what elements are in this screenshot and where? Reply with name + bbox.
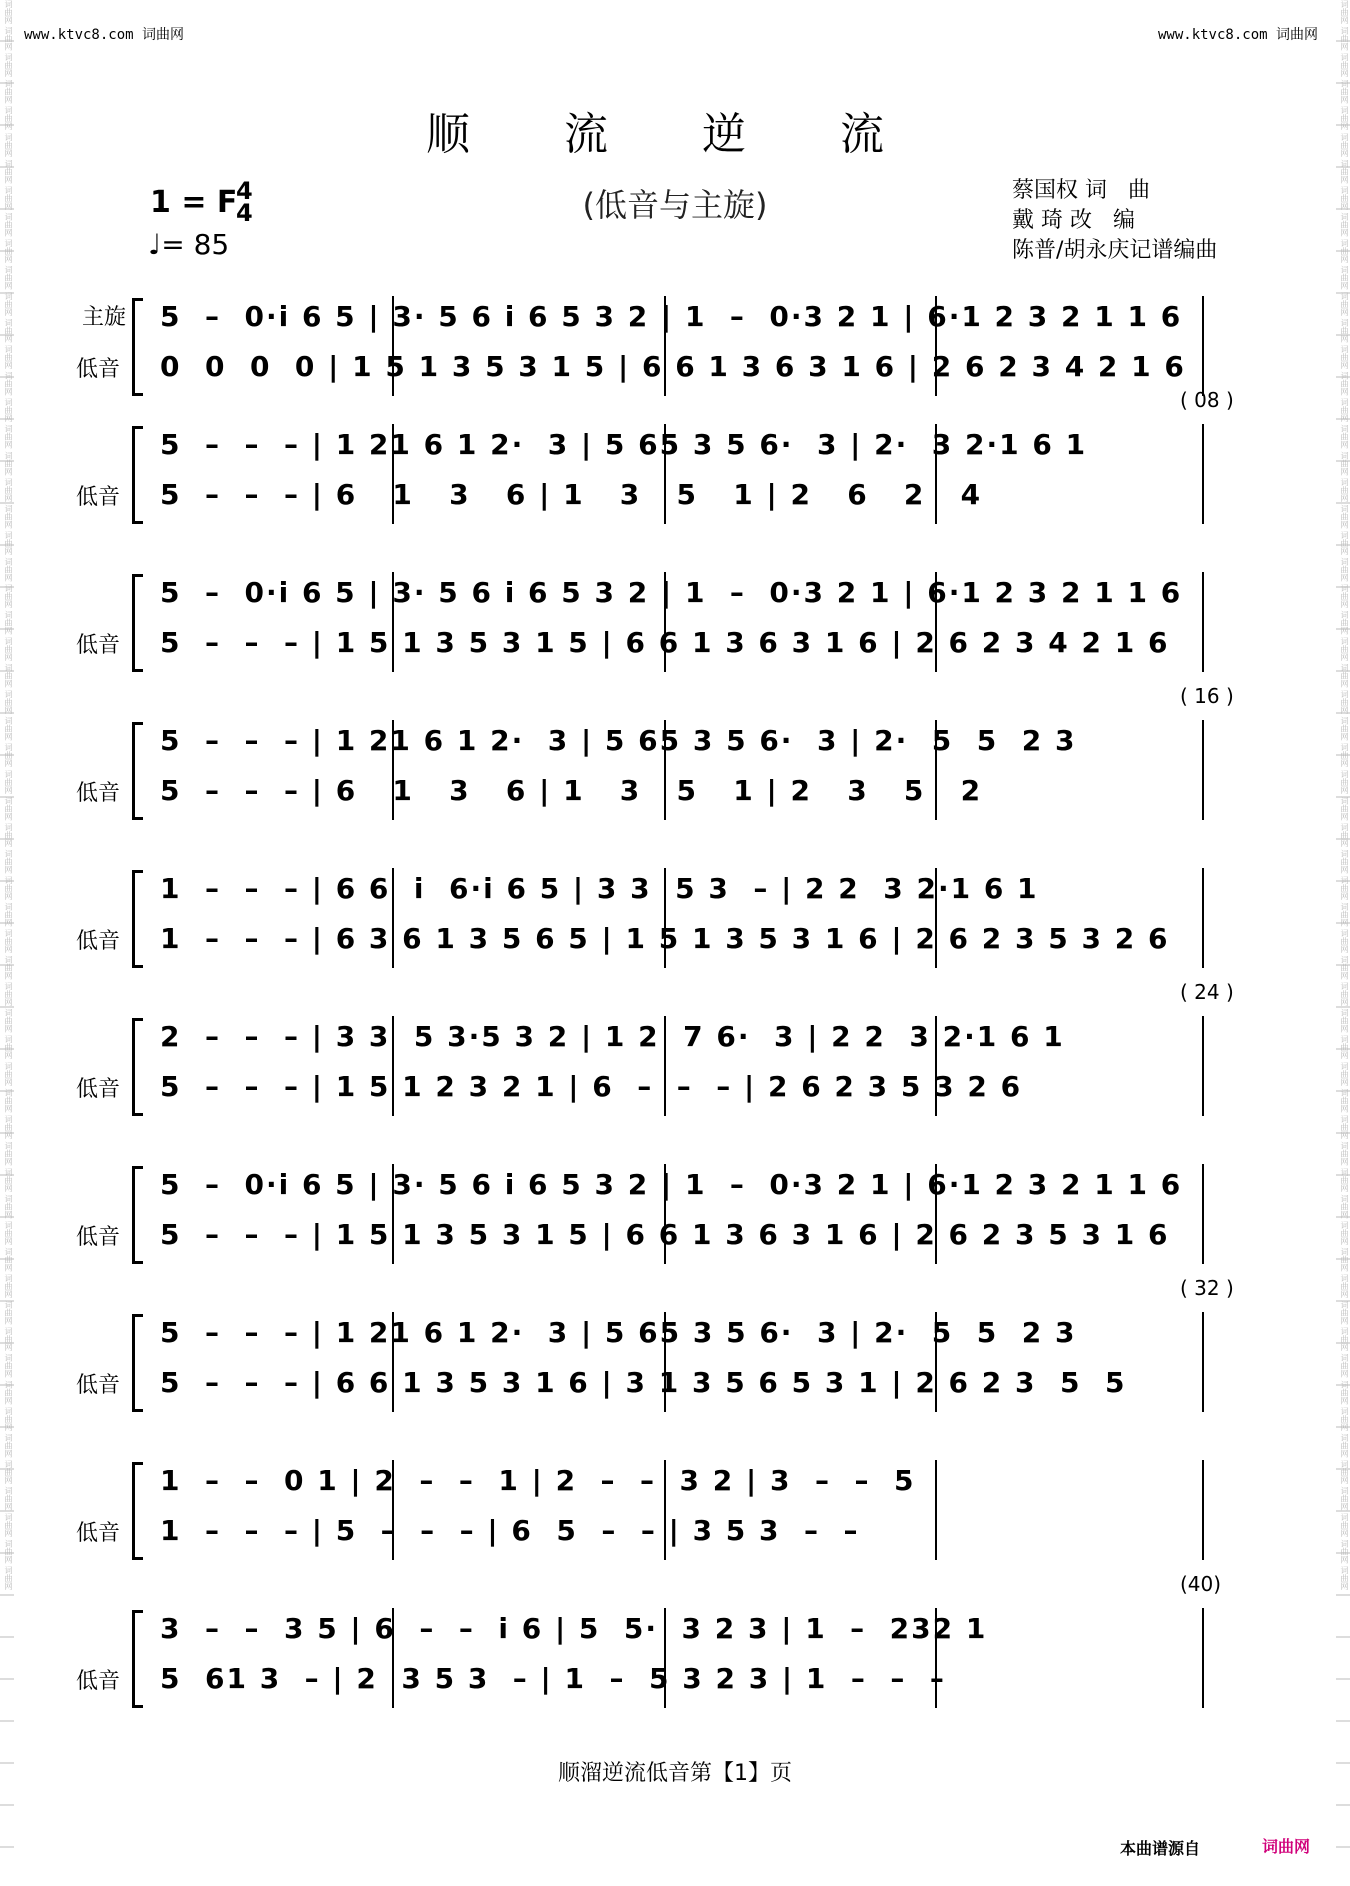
bass-label: 低音 [76, 1669, 121, 1694]
bass-notes: 5 – – – | 6 1 3 6 | 1 3 5 1 | 2 6 2 4 [160, 478, 983, 511]
credit-arranger: 戴 琦 改 编 [1012, 208, 1135, 233]
system-bracket [132, 722, 143, 820]
system-bracket [132, 1462, 143, 1560]
score-system [0, 1572, 1350, 1734]
melody-notes: 5 – – – | 1 21 6 1 2· 3 | 5 65 3 5 6· 3 | 2· 3 2·1 6 1 [160, 428, 1088, 461]
melody-label: 主旋 [82, 305, 127, 330]
measure-number: ( 08 ) [1180, 388, 1234, 412]
melody-notes: 2 – – – | 3 3 5 3·5 3 2 | 1 2 7 6· 3 | 2 2 3 2·1 6 1 [160, 1020, 1065, 1053]
score-system [0, 388, 1350, 550]
bass-label: 低音 [76, 1077, 121, 1102]
barline [1202, 424, 1204, 524]
melody-notes: 1 – – 0 1 | 2 – – 1 | 2 – – 3 2 | 3 – – 5 [160, 1464, 916, 1497]
right-watermark-strip: 词曲网 词曲网 词曲网 词曲网 词曲网 词曲网 词曲网 词曲网 词曲网 词曲网 词曲网 词曲网 词曲网 词曲网 词曲网 词曲网 词曲网 词曲网 词曲网 词曲网 词曲网 词曲网 词曲网 词曲网 词曲网 词曲网 词曲网 词曲网 词曲网 词曲网 词曲网 词曲网 词曲网 词曲网 词曲网 词曲网 词曲网 词曲网 词曲网 词曲网 词曲网 词曲网 词曲网 词曲网 词曲网 词曲网 词曲网 词曲网 词曲网 词曲网 词曲网 词曲网 词曲网 词曲网 词曲网 词曲网 词曲网 词曲网 词曲网 词曲网 [1336, 0, 1350, 1886]
header-left: www.ktvc8.com 词曲网 [24, 27, 185, 43]
barline [1202, 1016, 1204, 1116]
bass-notes: 5 – – – | 1 5 1 3 5 3 1 5 | 6 6 1 3 6 3 1 6 | 2 6 2 3 4 2 1 6 [160, 626, 1170, 659]
page-subtitle: (低音与主旋) [582, 186, 768, 224]
barline [1202, 1460, 1204, 1560]
bass-notes: 0 0 0 0 | 1 5 1 3 5 3 1 5 | 6 6 1 3 6 3 1 6 | 2 6 2 3 4 2 1 6 [160, 350, 1186, 383]
bass-notes: 5 – – – | 6 6 1 3 5 3 1 6 | 3 1 3 5 6 5 3 1 | 2 6 2 3 5 5 [160, 1366, 1127, 1399]
score-system [0, 1456, 1350, 1586]
bass-notes: 5 61 3 – | 2 3 5 3 – | 1 – 5 3 2 3 | 1 – – – [160, 1662, 946, 1695]
meter-bottom: 4 [236, 199, 253, 227]
barline [1202, 572, 1204, 672]
system-bracket [132, 426, 143, 524]
bass-label: 低音 [76, 633, 121, 658]
time-signature [236, 177, 253, 227]
page-title: 顺 流 逆 流 [426, 109, 924, 160]
system-bracket [132, 1314, 143, 1412]
score-system [0, 292, 1350, 422]
bass-label: 低音 [76, 929, 121, 954]
left-watermark-strip: 词曲网 词曲网 词曲网 词曲网 词曲网 词曲网 词曲网 词曲网 词曲网 词曲网 词曲网 词曲网 词曲网 词曲网 词曲网 词曲网 词曲网 词曲网 词曲网 词曲网 词曲网 词曲网 词曲网 词曲网 词曲网 词曲网 词曲网 词曲网 词曲网 词曲网 词曲网 词曲网 词曲网 词曲网 词曲网 词曲网 词曲网 词曲网 词曲网 词曲网 词曲网 词曲网 词曲网 词曲网 词曲网 词曲网 词曲网 词曲网 词曲网 词曲网 词曲网 词曲网 词曲网 词曲网 词曲网 词曲网 词曲网 词曲网 词曲网 词曲网 [0, 0, 14, 1886]
score-system [0, 1160, 1350, 1290]
measure-number: ( 16 ) [1180, 684, 1234, 708]
bass-notes: 5 – – – | 6 1 3 6 | 1 3 5 1 | 2 3 5 2 [160, 774, 983, 807]
bass-label: 低音 [76, 1373, 121, 1398]
bass-label: 低音 [76, 1225, 121, 1250]
bass-label: 低音 [76, 1521, 121, 1546]
score-system [0, 980, 1350, 1142]
tempo-marking: ♩= 85 [148, 228, 230, 261]
credit-transcriber: 陈普/胡永庆记谱编曲 [1012, 238, 1218, 263]
barline [1202, 868, 1204, 968]
barline [1202, 1608, 1204, 1708]
melody-notes: 5 – 0·i 6 5 | 3· 5 6 i 6 5 3 2 | 1 – 0·3 2 1 | 6·1 2 3 2 1 1 6 [160, 300, 1183, 333]
score-system [0, 1276, 1350, 1438]
key-signature: 1 = F [150, 185, 238, 220]
meter-top: 4 [236, 177, 253, 205]
page-footer: 顺溜逆流低音第【1】页 [558, 1761, 792, 1786]
barline [935, 1460, 937, 1560]
source-label: 本曲谱源自 [1120, 1839, 1201, 1858]
score-system [0, 684, 1350, 846]
bass-label: 低音 [76, 357, 121, 382]
credit-lyrics-music: 蔡国权 词 曲 [1012, 178, 1150, 203]
system-bracket [132, 1166, 143, 1264]
barline [1202, 1164, 1204, 1264]
melody-notes: 5 – – – | 1 21 6 1 2· 3 | 5 65 3 5 6· 3 | 2· 5 5 2 3 [160, 724, 1077, 757]
system-bracket [132, 1018, 143, 1116]
credits [1012, 176, 1217, 266]
system-bracket [132, 298, 143, 396]
system-bracket [132, 870, 143, 968]
system-bracket [132, 1610, 143, 1708]
bass-notes: 5 – – – | 1 5 1 2 3 2 1 | 6 – – – | 2 6 2 3 5 3 2 6 [160, 1070, 1023, 1103]
melody-notes: 3 – – 3 5 | 6 – – i 6 | 5 5· 3 2 3 | 1 – 232 1 [160, 1612, 988, 1645]
bass-notes: 1 – – – | 6 3 6 1 3 5 6 5 | 1 5 1 3 5 3 1 6 | 2 6 2 3 5 3 2 6 [160, 922, 1170, 955]
melody-notes: 5 – – – | 1 21 6 1 2· 3 | 5 65 3 5 6· 3 | 2· 5 5 2 3 [160, 1316, 1077, 1349]
melody-notes: 5 – 0·i 6 5 | 3· 5 6 i 6 5 3 2 | 1 – 0·3 2 1 | 6·1 2 3 2 1 1 6 [160, 1168, 1183, 1201]
barline [1202, 1312, 1204, 1412]
source-logo: 词曲网 [1262, 1837, 1311, 1856]
header-right: www.ktvc8.com 词曲网 [1157, 27, 1318, 43]
barline [1202, 296, 1204, 396]
measure-number: ( 32 ) [1180, 1276, 1234, 1300]
bass-notes: 5 – – – | 1 5 1 3 5 3 1 5 | 6 6 1 3 6 3 1 6 | 2 6 2 3 5 3 1 6 [160, 1218, 1170, 1251]
barline [1202, 720, 1204, 820]
measure-number: ( 24 ) [1180, 980, 1234, 1004]
melody-notes: 5 – 0·i 6 5 | 3· 5 6 i 6 5 3 2 | 1 – 0·3 2 1 | 6·1 2 3 2 1 1 6 [160, 576, 1183, 609]
bass-label: 低音 [76, 781, 121, 806]
melody-notes: 1 – – – | 6 6 i 6·i 6 5 | 3 3 5 3 – | 2 2 3 2·1 6 1 [160, 872, 1039, 905]
system-bracket [132, 574, 143, 672]
bass-label: 低音 [76, 485, 121, 510]
score-system [0, 864, 1350, 994]
measure-number: (40) [1180, 1572, 1222, 1596]
bass-notes: 1 – – – | 5 – – – | 6 5 – – | 3 5 3 – – [160, 1514, 860, 1547]
score-system [0, 568, 1350, 698]
